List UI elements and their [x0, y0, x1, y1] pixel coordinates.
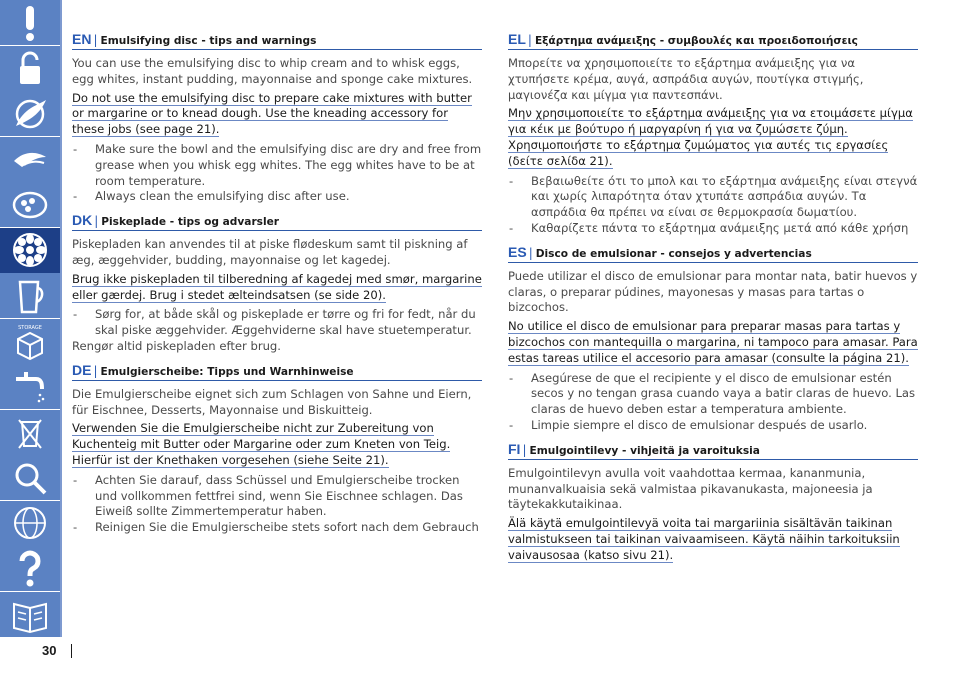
sidebar-tab-question[interactable] [0, 546, 60, 592]
language-code: EL [508, 31, 526, 47]
sidebar-tab-tap[interactable] [0, 364, 60, 410]
shredder-disc-icon [10, 185, 50, 225]
language-code: FI [508, 440, 521, 457]
svg-text:STORAGE: STORAGE [18, 325, 42, 331]
section-dk [72, 214, 482, 355]
tail-paragraph: Rengør altid piskepladen efter brug. [72, 338, 281, 353]
tip-item: - Achten Sie darauf, dass Schüssel und Emulgierscheibe trocken und vollkommen fettfrei sind, wenn Sie Eischnee schlagen. Das Eiweiß sollte Zimmertemperatur haben. [72, 473, 482, 520]
tip-item: - Make sure the bowl and the emulsifying disc are dry and free from grease when you whisk egg whites. The egg whites have to be at room temperature. [72, 142, 482, 189]
warning-paragraph [72, 91, 482, 138]
sidebar-tab-storage-box[interactable] [0, 319, 60, 365]
sidebar-tab-emulsifying-disc[interactable] [0, 228, 60, 274]
right-column [508, 33, 918, 573]
section-heading [508, 33, 918, 50]
section-title: Εξάρτημα ανάμειξης - συμβουλές και προειδοποιήσεις [534, 35, 858, 47]
sidebar-tab-blade-disc[interactable] [0, 137, 60, 183]
tip-item: - Reinigen Sie die Emulgierscheibe stets sofort nach dem Gebrauch [72, 520, 482, 536]
intro-paragraph: Μπορείτε να χρησιμοποιείτε το εξάρτημα ανάμειξης για να χτυπήσετε κρέμα, αυγά, ασπράδια αυγών, πουτίγκα στιγμής, μαγιονέζα και μίγμα για παντεσπάνι. [508, 56, 864, 102]
whisk-blade-icon [10, 94, 50, 134]
section-title: Emulgointilevy - vihjeitä ja varoituksia [529, 444, 760, 457]
heading-separator: | [527, 33, 532, 47]
section-title: Disco de emulsionar - consejos y advertencias [535, 247, 812, 260]
warning-text: Do not use the emulsifying disc to prepare cake mixtures with butter or margarine or to knead dough. Use the kneading accessory for these jobs (see page 21). [72, 90, 472, 137]
heading-separator: | [528, 245, 533, 260]
warning-text: No utilice el disco de emulsionar para preparar masas para tartas y bizcochos con mantequilla o margarina, ni tampoco para amasar. Para estas tareas utilice el accesorio para amasar (consulte la página 21). [508, 319, 918, 365]
language-code: EN [72, 31, 92, 47]
emulsifying-disc-icon [10, 230, 50, 270]
warning-text: Älä käytä emulgointilevyä voita tai margariinia sisältävän taikinan valmistukseen tai taikinan vaivaamiseen. Käytä näihin tarkoituksiin vaivausosaa (katso sivu 21). [508, 516, 900, 562]
page-number: 30 [42, 643, 57, 658]
storage-box-icon [10, 321, 50, 361]
recipe-book-icon [10, 594, 50, 634]
section-heading [508, 243, 918, 263]
page-number-separator [71, 644, 72, 658]
sidebar [0, 0, 61, 637]
heading-separator: | [522, 442, 527, 457]
tip-item: - Καθαρίζετε πάντα το εξάρτημα ανάμειξης μετά από κάθε χρήση [508, 221, 918, 237]
sidebar-divider [60, 0, 62, 637]
warning-text: Μην χρησιμοποιείτε το εξάρτημα ανάμειξης για να ετοιμάσετε μίγμα για κέικ με βούτυρο ή μαργαρίνη ή για να ζυμώσετε ζύμη. Χρησιμοποιήστε το εξάρτημα ζυμώματος για αυτές τις εργασίες (δείτε σελίδα 21). [508, 106, 913, 168]
tip-item: - Sørg for, at både skål og piskeplade er tørre og fri for fedt, når du skal piske æggehvider. Æggehviderne skal have stuetemperatur. [72, 307, 482, 339]
tips-list [72, 307, 482, 339]
tips-list [72, 142, 482, 205]
section-el [508, 33, 918, 237]
sidebar-tab-magnifier[interactable] [0, 455, 60, 501]
intro-paragraph: Puede utilizar el disco de emulsionar para montar nata, batir huevos y claras, o preparar púdines, mayonesas y masas para tartas o bizcochos. [508, 268, 918, 315]
section-title: Emulgierscheibe: Tipps und Warnhinweise [100, 365, 354, 378]
tip-item: - Limpie siempre el disco de emulsionar después de usarlo. [508, 418, 918, 434]
warning-text: Brug ikke piskepladen til tilberedning af kagedej med smør, margarine eller gærdej. Brug i stedet ælteindsatsen (se side 20). [72, 271, 482, 302]
magnifier-icon [10, 458, 50, 498]
section-heading [72, 33, 482, 50]
intro-paragraph: Piskepladen kan anvendes til at piske flødeskum samt til piskning af æg, æggehvider, budding, mayonnaise og let kagedej. [72, 237, 468, 267]
jug-icon [10, 276, 50, 316]
section-heading [72, 361, 482, 381]
warning-paragraph [508, 516, 918, 563]
lock-icon [10, 48, 50, 88]
heading-separator: | [93, 363, 98, 378]
warning-paragraph [72, 272, 482, 304]
section-es [508, 243, 918, 434]
sidebar-tab-bin[interactable] [0, 410, 60, 456]
warning-paragraph [72, 421, 482, 468]
tap-icon [10, 367, 50, 407]
tips-list [508, 371, 918, 434]
section-title: Piskeplade - tips og advarsler [101, 216, 280, 229]
sidebar-tab-shredder-disc[interactable] [0, 182, 60, 228]
tip-item: - Always clean the emulsifying disc after use. [72, 189, 482, 205]
intro-paragraph: Emulgointilevyn avulla voit vaahdottaa kermaa, kananmunia, munanvalkuaisia sekä valmistaa pikavanukasta, majoneesia ja täytekakkutaikinaa. [508, 465, 873, 512]
language-code: ES [508, 243, 527, 260]
blade-disc-icon [10, 139, 50, 179]
sidebar-tab-jug[interactable] [0, 273, 60, 319]
tip-item: - Βεβαιωθείτε ότι το μπολ και το εξάρτημα ανάμειξης είναι στεγνά και χωρίς λιπαρότητα όταν χτυπάτε ασπράδια αυγών. Τα ασπράδια θα πρέπει να είναι σε θερμοκρασία δωματίου. [508, 174, 918, 221]
section-de [72, 361, 482, 536]
tips-list [508, 174, 918, 237]
language-code: DK [72, 212, 93, 229]
sidebar-tab-guarantee-globe[interactable] [0, 501, 60, 547]
tips-list [72, 473, 482, 536]
guarantee-globe-icon [10, 503, 50, 543]
section-heading [508, 440, 918, 460]
left-column [72, 33, 482, 545]
sidebar-tab-recipe-book[interactable] [0, 592, 60, 638]
warning-paragraph [508, 106, 918, 169]
sidebar-tab-exclamation[interactable] [0, 0, 60, 46]
bin-icon [10, 412, 50, 452]
section-en [72, 33, 482, 205]
warning-text: Verwenden Sie die Emulgierscheibe nicht zur Zubereitung von Kuchenteig mit Butter oder Margarine oder zum Kneten von Teig. Hierfür ist der Knethaken vorgesehen (siehe Seite 21). [72, 421, 451, 467]
section-heading [72, 214, 482, 231]
section-fi [508, 440, 918, 564]
warning-paragraph [508, 319, 918, 366]
intro-paragraph: You can use the emulsifying disc to whip cream and to whisk eggs, egg whites, instant pudding, mayonnaise and sponge cake mixtures. [72, 56, 473, 86]
sidebar-tab-lock[interactable] [0, 46, 60, 92]
section-title: Emulsifying disc - tips and warnings [100, 35, 317, 47]
language-code: DE [72, 361, 92, 378]
sidebar-tab-whisk-blade[interactable] [0, 91, 60, 137]
heading-separator: | [93, 33, 98, 47]
question-icon [10, 549, 50, 589]
intro-paragraph: Die Emulgierscheibe eignet sich zum Schlagen von Sahne und Eiern, für Eischnee, Desserts, Mayonnaise und Biskuitteig. [72, 386, 472, 417]
tip-item: - Asegúrese de que el recipiente y el disco de emulsionar estén secos y no tengan grasa cuando vaya a batir claras de huevo. Las claras de huevo deben estar a temperatura ambiente. [508, 371, 918, 418]
heading-separator: | [94, 214, 99, 229]
exclamation-icon [10, 3, 50, 43]
